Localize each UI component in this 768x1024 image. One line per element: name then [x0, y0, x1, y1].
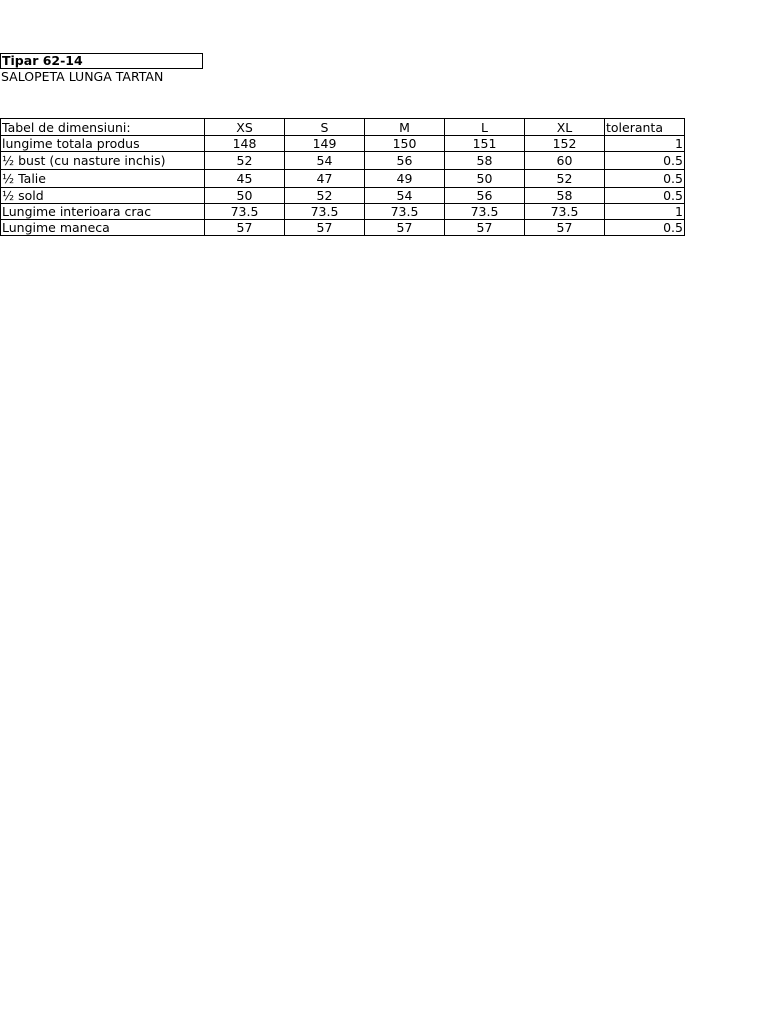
table-cell: 57 [365, 220, 445, 236]
tolerance-header: toleranta [605, 119, 685, 136]
tolerance-cell: 1 [605, 136, 685, 152]
size-header-xl: XL [525, 119, 605, 136]
table-row [1, 136, 685, 152]
tolerance-cell: 0.5 [605, 170, 685, 188]
table-cell: 73.5 [365, 204, 445, 220]
table-cell: 57 [205, 220, 285, 236]
size-header-xs: XS [205, 119, 285, 136]
table-row [1, 188, 685, 204]
table-row [1, 220, 685, 236]
table-cell: 57 [285, 220, 365, 236]
table-cell: 52 [205, 152, 285, 170]
row-label: ½ bust (cu nasture inchis) [1, 152, 205, 170]
table-cell: 57 [445, 220, 525, 236]
row-label: Lungime interioara crac [1, 204, 205, 220]
tolerance-cell: 0.5 [605, 152, 685, 170]
table-header-row [1, 119, 685, 136]
table-cell: 73.5 [205, 204, 285, 220]
table-cell: 52 [525, 170, 605, 188]
table-cell: 56 [445, 188, 525, 204]
table-row [1, 170, 685, 188]
table-row [1, 152, 685, 170]
tolerance-cell: 0.5 [605, 220, 685, 236]
size-header-l: L [445, 119, 525, 136]
row-label: Lungime maneca [1, 220, 205, 236]
table-cell: 60 [525, 152, 605, 170]
table-cell: 52 [285, 188, 365, 204]
table-header-label: Tabel de dimensiuni: [1, 119, 205, 136]
row-label: ½ Talie [1, 170, 205, 188]
table-cell: 73.5 [525, 204, 605, 220]
size-header-s: S [285, 119, 365, 136]
row-label: ½ sold [1, 188, 205, 204]
table-cell: 50 [205, 188, 285, 204]
table-cell: 151 [445, 136, 525, 152]
table-cell: 73.5 [285, 204, 365, 220]
tolerance-cell: 1 [605, 204, 685, 220]
table-row [1, 204, 685, 220]
tolerance-cell: 0.5 [605, 188, 685, 204]
table-cell: 50 [445, 170, 525, 188]
table-cell: 54 [285, 152, 365, 170]
table-cell: 152 [525, 136, 605, 152]
table-cell: 150 [365, 136, 445, 152]
size-header-m: M [365, 119, 445, 136]
table-cell: 73.5 [445, 204, 525, 220]
table-cell: 148 [205, 136, 285, 152]
table-cell: 57 [525, 220, 605, 236]
table-cell: 45 [205, 170, 285, 188]
row-label: lungime totala produs [1, 136, 205, 152]
table-cell: 54 [365, 188, 445, 204]
table-cell: 56 [365, 152, 445, 170]
table-cell: 58 [525, 188, 605, 204]
table-cell: 49 [365, 170, 445, 188]
document-subtitle: SALOPETA LUNGA TARTAN [1, 69, 164, 84]
document-title: Tipar 62-14 [0, 53, 203, 69]
table-cell: 58 [445, 152, 525, 170]
size-table [0, 118, 685, 236]
table-cell: 47 [285, 170, 365, 188]
table-cell: 149 [285, 136, 365, 152]
